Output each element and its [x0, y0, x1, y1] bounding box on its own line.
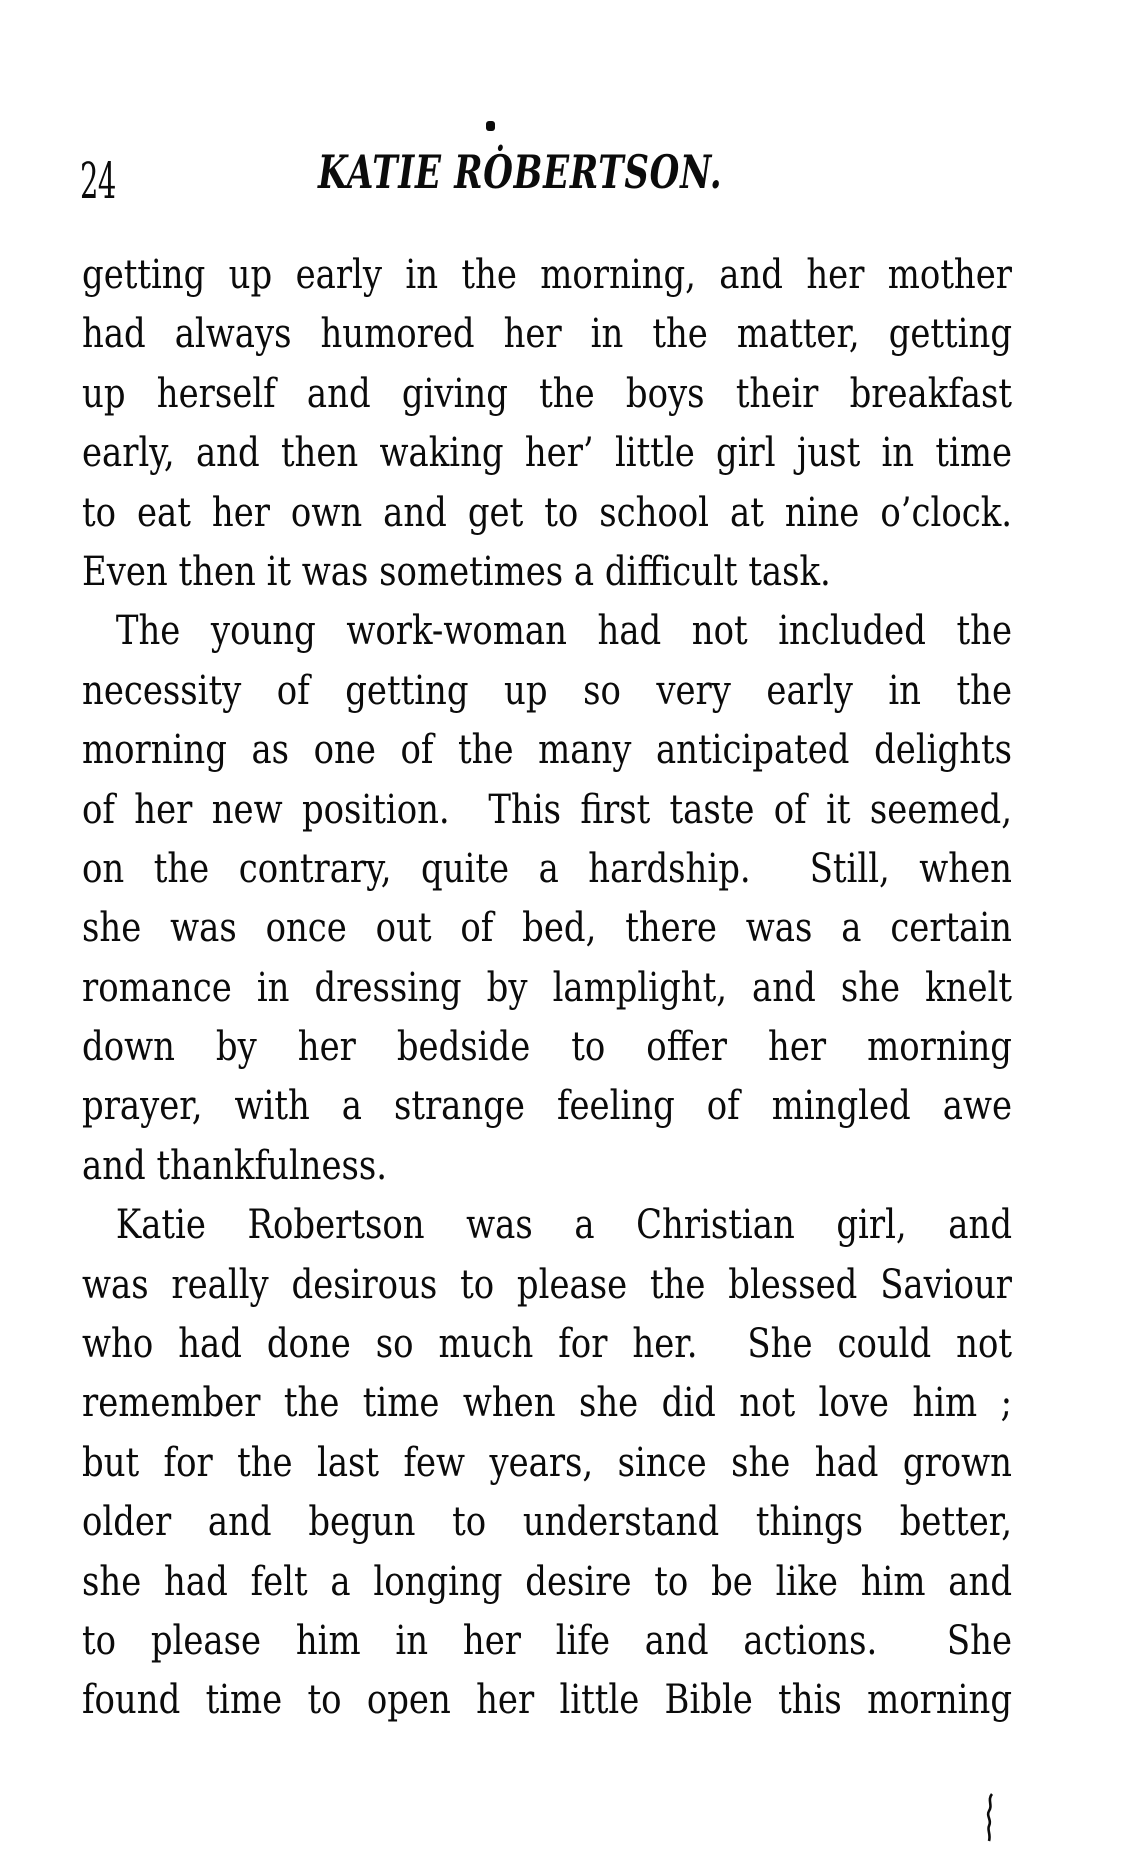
text-line: she was once out of bed, there was a certain	[82, 905, 1013, 952]
ink-squiggle-icon	[984, 1792, 996, 1844]
text-line: The young work-woman had not included the	[115, 608, 1013, 655]
running-header-title: KATIE RȮBERTSON.	[318, 145, 723, 199]
text-line: found time to open her little Bible this morning	[82, 1677, 1013, 1724]
text-line: to please him in her life and actions. She	[82, 1617, 1013, 1664]
paragraph	[82, 246, 1012, 602]
text-line: down by her bedside to offer her morning	[82, 1024, 1013, 1071]
text-line: necessity of getting up so very early in the	[82, 667, 1013, 714]
page-number: 24	[80, 152, 116, 210]
text-line: prayer, with a strange feeling of mingled awe	[82, 1083, 1013, 1130]
text-line: older and begun to understand things better,	[82, 1499, 1013, 1546]
text-line: Katie Robertson was a Christian girl, and	[115, 1202, 1013, 1249]
paragraph	[82, 1196, 1012, 1731]
text-line: Even then it was sometimes a difficult task.	[82, 548, 831, 595]
text-line: and thankfulness.	[82, 1142, 388, 1189]
paragraph	[82, 602, 1012, 1196]
text-line: morning as one of the many anticipated delights	[82, 727, 1013, 774]
text-line: who had done so much for her. She could not	[82, 1321, 1013, 1368]
text-line: remember the time when she did not love him ;	[82, 1380, 1013, 1427]
text-line: but for the last few years, since she had grown	[82, 1439, 1013, 1486]
ink-speck-icon	[486, 121, 495, 131]
text-line: on the contrary, quite a hardship. Still, when	[82, 845, 1013, 892]
text-line: getting up early in the morning, and her mother	[82, 252, 1013, 298]
text-line: to eat her own and get to school at nine o’clock.	[82, 489, 1013, 536]
text-line: was really desirous to please the blessed Saviour	[82, 1261, 1013, 1308]
text-line: she had felt a longing desire to be like him and	[82, 1558, 1013, 1605]
text-line: had always humored her in the matter, getting	[82, 311, 1013, 358]
text-line: up herself and giving the boys their breakfast	[82, 370, 1013, 417]
text-line: romance in dressing by lamplight, and she knelt	[82, 964, 1013, 1011]
text-line: of her new position. This first taste of it seemed,	[82, 786, 1013, 833]
page-text	[82, 246, 1012, 1731]
text-line: early, and then waking her’ little girl just in time	[82, 430, 1013, 477]
